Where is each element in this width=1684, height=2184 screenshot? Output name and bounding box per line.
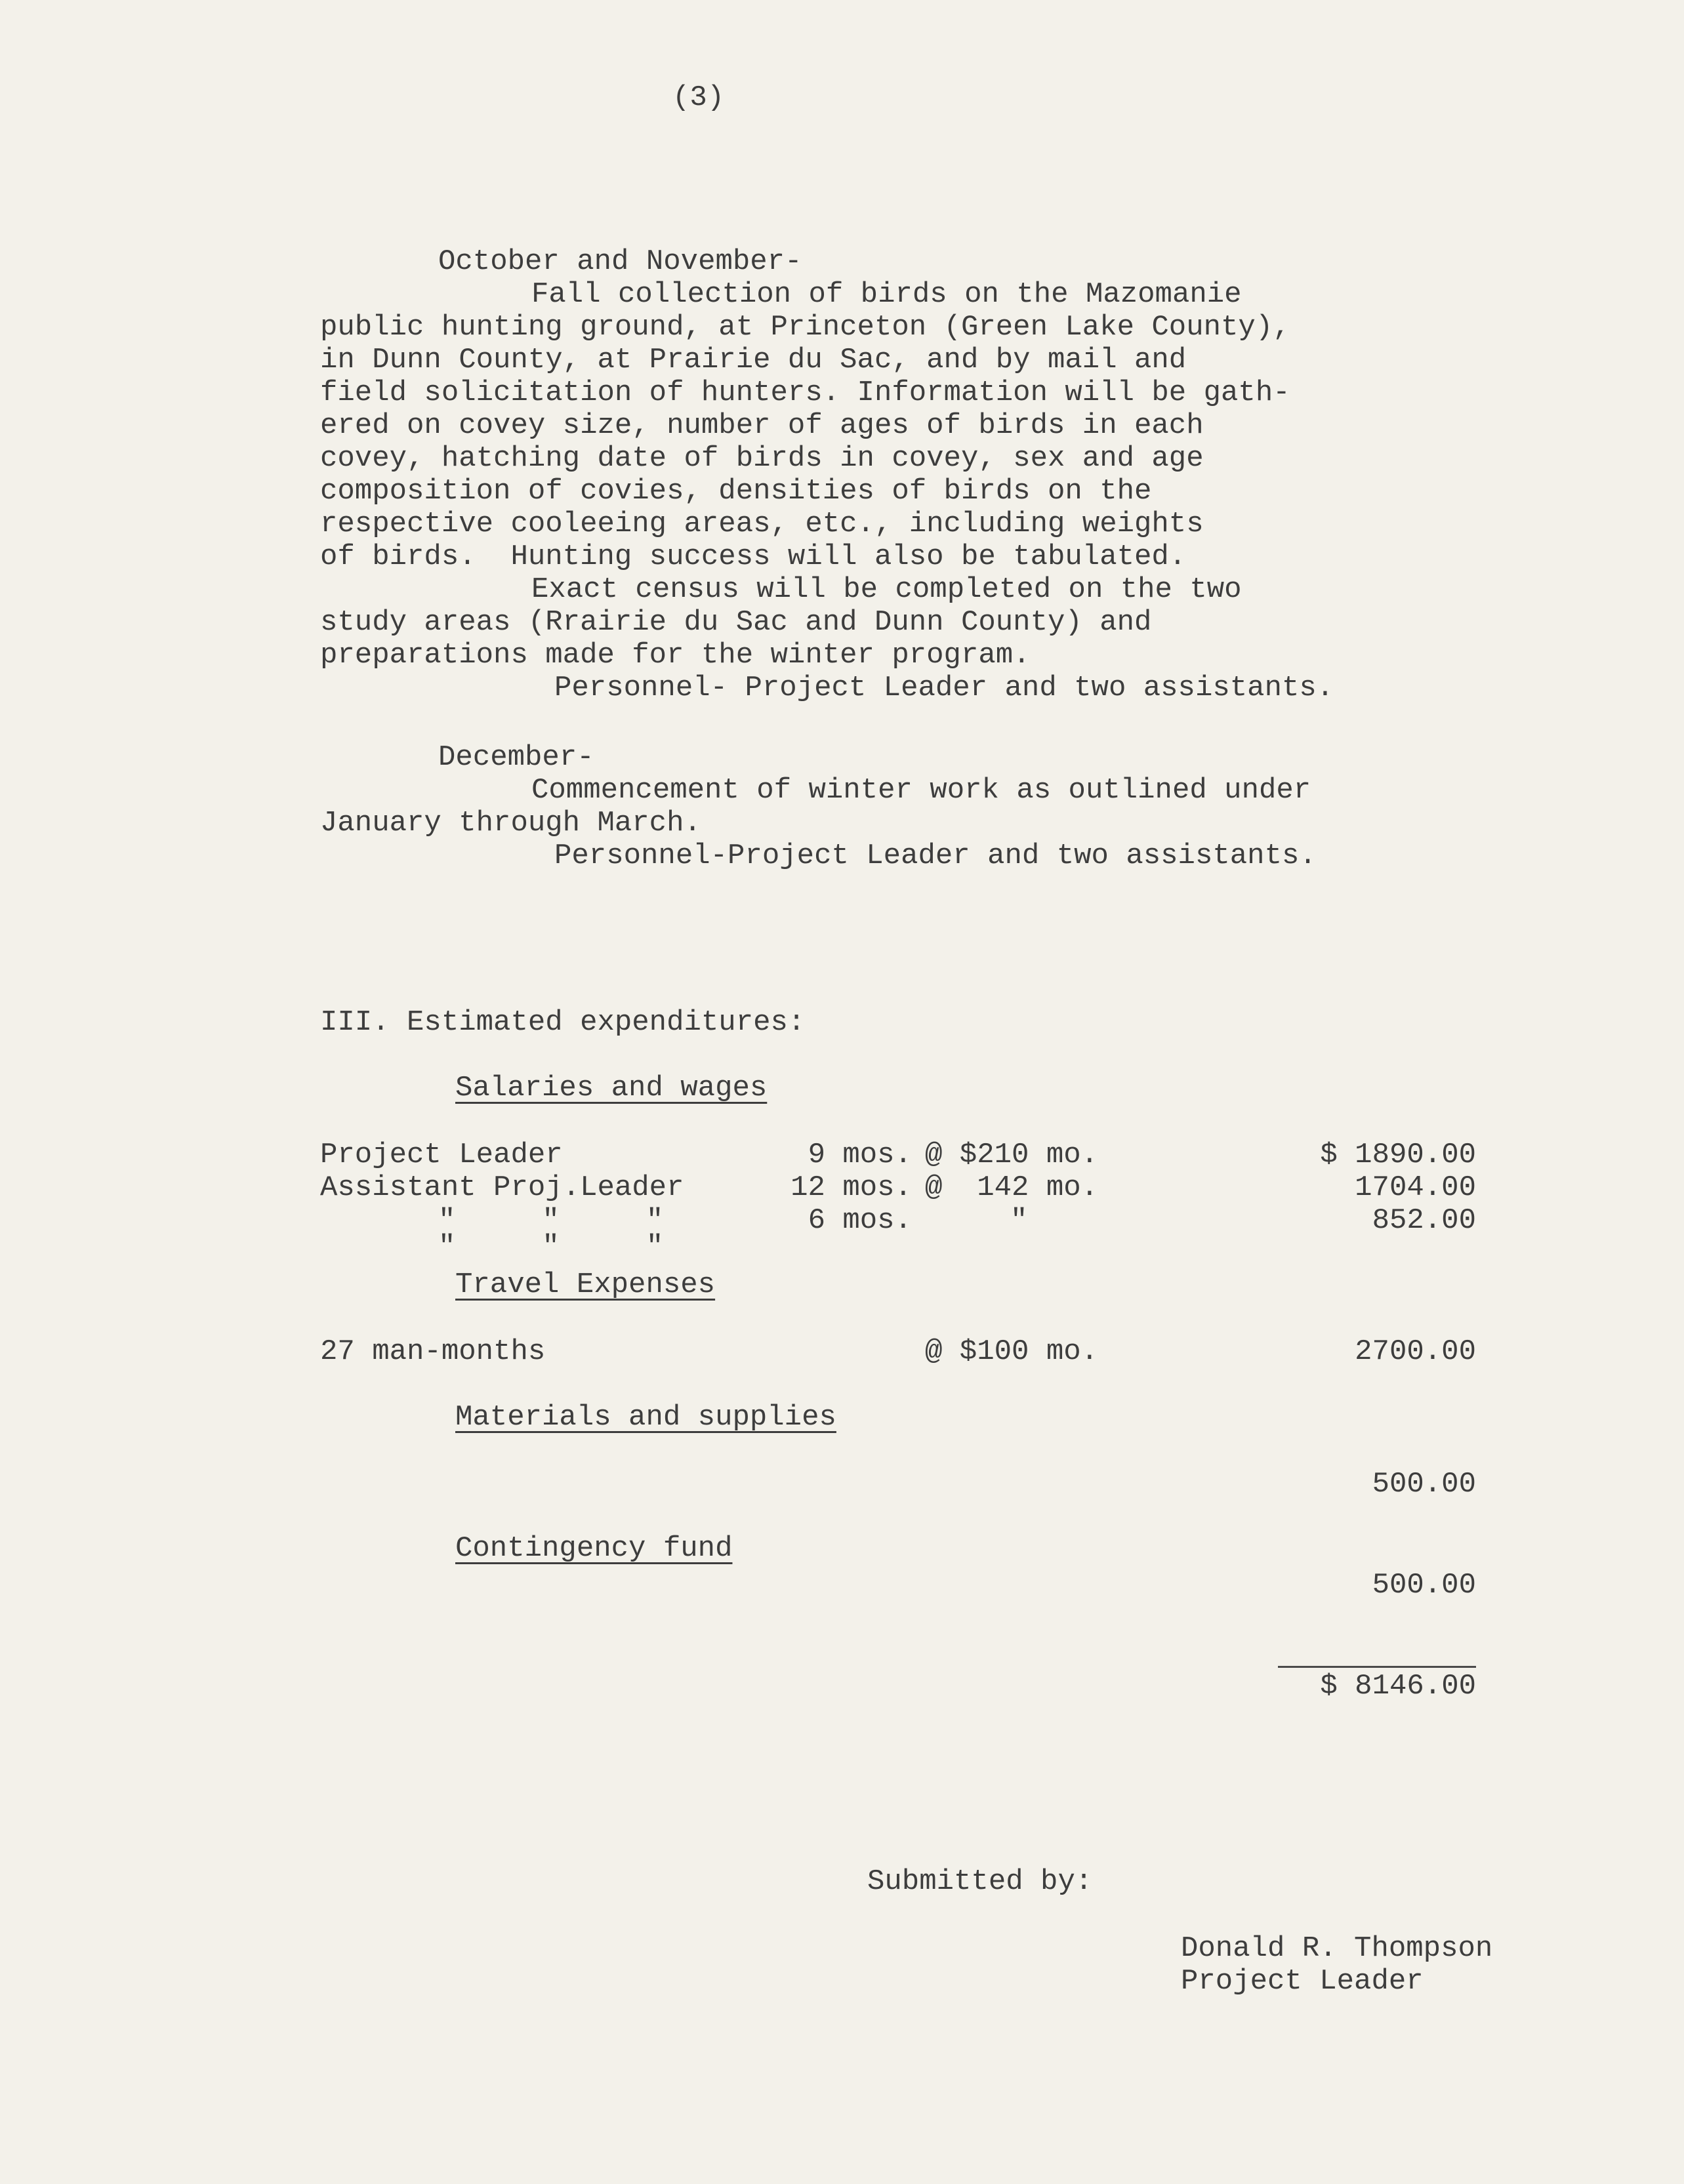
salary-item: Assistant Proj.Leader xyxy=(320,1171,684,1204)
travel-rate: @ $100 mo. xyxy=(925,1335,1099,1368)
body-line: respective cooleeing areas, etc., including weights xyxy=(320,508,1204,540)
body-line: field solicitation of hunters. Information will be gath- xyxy=(320,376,1290,409)
body-line: Exact census will be completed on the two xyxy=(531,573,1242,606)
body-line: ered on covey size, number of ages of birds in each xyxy=(320,409,1204,442)
materials-heading: Materials and supplies xyxy=(455,1401,836,1434)
personnel-line: Personnel- Project Leader and two assistants. xyxy=(554,672,1334,704)
salary-rate: @ $210 mo. xyxy=(925,1139,1099,1171)
body-line: study areas (Rrairie du Sac and Dunn County) and xyxy=(320,606,1152,639)
body-line: preparations made for the winter program. xyxy=(320,639,1031,672)
travel-amount: 2700.00 xyxy=(1355,1335,1476,1368)
salary-item-ditto: " " " xyxy=(438,1204,664,1237)
section-heading-october-november: October and November- xyxy=(438,245,802,278)
signatory-name: Donald R. Thompson xyxy=(1181,1932,1493,1965)
submitted-by-label: Submitted by: xyxy=(867,1865,1093,1898)
page-number: (3) xyxy=(672,81,725,114)
materials-amount: 500.00 xyxy=(1372,1468,1476,1501)
body-line: January through March. xyxy=(320,807,701,839)
salary-amount: 852.00 xyxy=(1372,1204,1476,1237)
body-line: covey, hatching date of birds in covey, sex and age xyxy=(320,442,1204,475)
ditto-marks-line: " " " xyxy=(438,1230,664,1263)
section-heading-december: December- xyxy=(438,741,594,774)
salary-amount: $ 1890.00 xyxy=(1320,1139,1476,1171)
personnel-line: Personnel-Project Leader and two assistants. xyxy=(554,839,1317,872)
contingency-heading: Contingency fund xyxy=(455,1532,733,1565)
salary-duration: 6 mos. xyxy=(808,1204,912,1237)
salary-duration: 9 mos. xyxy=(808,1139,912,1171)
salary-rate-ditto: " xyxy=(1010,1204,1028,1237)
body-line: of birds. Hunting success will also be tabulated. xyxy=(320,540,1187,573)
salary-item: Project Leader xyxy=(320,1139,563,1171)
salary-amount: 1704.00 xyxy=(1355,1171,1476,1204)
total-amount: $ 8146.00 xyxy=(1320,1670,1476,1703)
body-line: Fall collection of birds on the Mazomanie xyxy=(531,278,1242,311)
salaries-heading: Salaries and wages xyxy=(455,1072,768,1104)
contingency-amount: 500.00 xyxy=(1372,1569,1476,1602)
total-rule xyxy=(1278,1666,1476,1668)
body-line: in Dunn County, at Prairie du Sac, and by mail and xyxy=(320,344,1187,376)
salary-duration: 12 mos. xyxy=(791,1171,912,1204)
salary-rate: @ 142 mo. xyxy=(925,1171,1099,1204)
body-line: public hunting ground, at Princeton (Green Lake County), xyxy=(320,311,1290,344)
signatory-title: Project Leader xyxy=(1181,1965,1424,1998)
travel-heading: Travel Expenses xyxy=(455,1268,716,1301)
expenditures-heading: III. Estimated expenditures: xyxy=(320,1006,806,1039)
body-line: Commencement of winter work as outlined under xyxy=(531,774,1311,807)
travel-item: 27 man-months xyxy=(320,1335,546,1368)
body-line: composition of covies, densities of birds on the xyxy=(320,475,1152,508)
